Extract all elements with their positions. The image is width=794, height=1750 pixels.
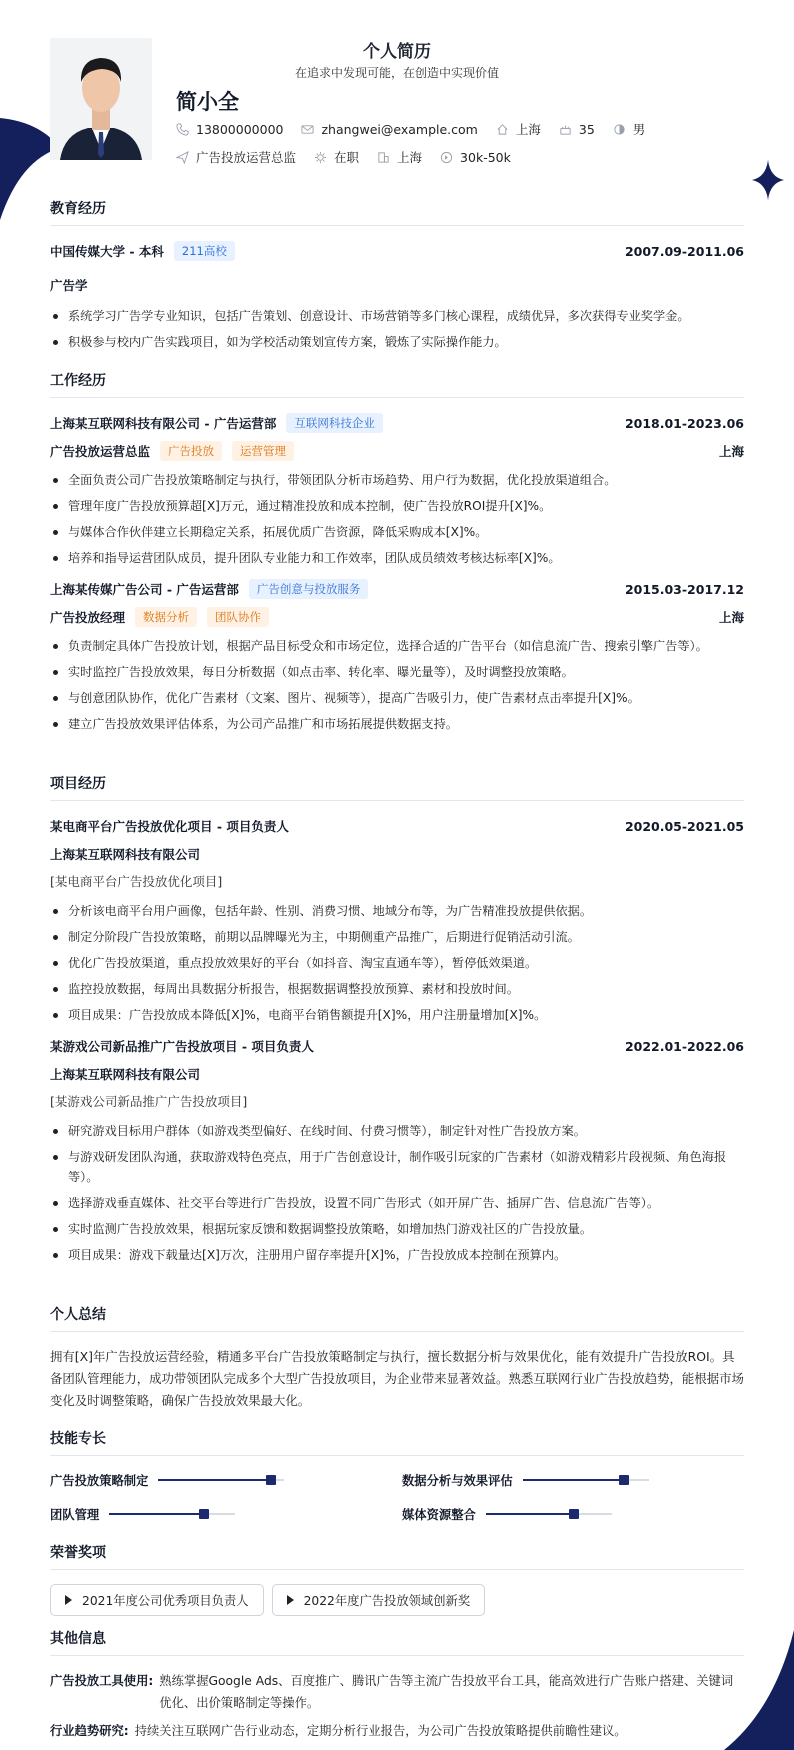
age-icon	[559, 123, 572, 136]
skill-fill	[486, 1513, 574, 1515]
resume-header	[0, 0, 794, 190]
skill-knob	[266, 1475, 276, 1485]
project-name: 某电商平台广告投放优化项目 - 项目负责人	[50, 819, 289, 834]
list-item: 管理年度广告投放预算超[X]万元，通过精准投放和成本控制，使广告投放ROI提升[X]%。	[50, 496, 744, 516]
other-text: 持续关注互联网广告行业动态，定期分析行业报告，为公司广告投放策略提供前瞻性建议。	[134, 1724, 627, 1738]
awards-section	[50, 1542, 744, 1616]
building-icon	[377, 151, 390, 164]
skill-knob	[199, 1509, 209, 1519]
triangle-icon	[287, 1595, 294, 1605]
company-tag: 互联网科技企业	[286, 413, 383, 433]
job-date: 2015.03-2017.12	[624, 581, 744, 597]
list-item: 与创意团队协作，优化广告素材（文案、图片、视频等），提高广告吸引力，使广告素材点击率提升[X]%。	[50, 688, 744, 708]
list-item: 实时监控广告投放效果，每日分析数据（如点击率、转化率、曝光量等），及时调整投放策略。	[50, 662, 744, 682]
job-bullets	[50, 636, 744, 734]
gender-info: 男	[613, 120, 646, 138]
summary-section	[50, 1304, 744, 1412]
section-title: 荣誉奖项	[50, 1542, 744, 1570]
project-date: 2020.05-2021.05	[624, 818, 744, 834]
education-entry-head	[50, 240, 744, 262]
project-desc: [某电商平台广告投放优化项目]	[50, 874, 223, 889]
section-title: 项目经历	[50, 773, 744, 801]
section-title: 技能专长	[50, 1428, 744, 1456]
role-tag: 运营管理	[232, 441, 294, 461]
awards-list	[50, 1584, 744, 1616]
skill-fill	[158, 1479, 271, 1481]
list-item: 积极参与校内广告实践项目，如为学校活动策划宣传方案，锻炼了实际操作能力。	[50, 332, 744, 352]
section-title: 教育经历	[50, 198, 744, 226]
other-label: 行业趋势研究:	[50, 1724, 129, 1738]
list-item: 项目成果：游戏下载量达[X]万次，注册用户留存率提升[X]%，广告投放成本控制在预算内。	[50, 1245, 744, 1265]
job-date: 2018.01-2023.06	[624, 415, 744, 431]
page-subtitle: 在追求中发现可能，在创造中实现价值	[294, 66, 499, 80]
status-icon	[314, 151, 327, 164]
list-item: 选择游戏垂直媒体、社交平台等进行广告投放，设置不同广告形式（如开屏广告、插屏广告、信息流广告等）。	[50, 1193, 744, 1213]
skill-item	[50, 1470, 284, 1490]
other-text: 熟练掌握Google Ads、百度推广、腾讯广告等主流广告投放平台工具，能高效进行广告账户搭建、关键词优化、出价策略制定等操作。	[159, 1674, 734, 1710]
job-bullets	[50, 470, 744, 568]
gender-icon	[613, 123, 626, 136]
award-item: 2021年度公司优秀项目负责人	[50, 1584, 264, 1616]
status-info: 在职	[314, 148, 359, 166]
list-item: 实时监测广告投放效果，根据玩家反馈和数据调整投放策略，如增加热门游戏社区的广告投放量。	[50, 1219, 744, 1239]
role-tag: 广告投放	[160, 441, 222, 461]
job-role: 广告投放经理	[50, 610, 126, 625]
school-tag: 211高校	[174, 241, 235, 261]
skill-name: 数据分析与效果评估	[402, 1474, 513, 1488]
section-title: 其他信息	[50, 1628, 744, 1656]
skill-name: 媒体资源整合	[402, 1508, 476, 1522]
list-item: 研究游戏目标用户群体（如游戏类型偏好、在线时间、付费习惯等），制定针对性广告投放方案。	[50, 1121, 744, 1141]
send-icon	[176, 151, 189, 164]
list-item: 系统学习广告学专业知识，包括广告策划、创意设计、市场营销等多门核心课程，成绩优异，多次获得专业奖学金。	[50, 306, 744, 326]
education-bullets	[50, 306, 744, 352]
skill-name: 团队管理	[50, 1508, 100, 1522]
company-name: 上海某传媒广告公司 - 广告运营部	[50, 582, 239, 597]
skill-name: 广告投放策略制定	[50, 1474, 149, 1488]
project-company: 上海某互联网科技有限公司	[50, 847, 201, 862]
skills-grid	[50, 1470, 744, 1540]
role-tag: 团队协作	[207, 607, 269, 627]
project-date: 2022.01-2022.06	[624, 1038, 744, 1054]
list-item: 优化广告投放渠道，重点投放效果好的平台（如抖音、淘宝直通车等），暂停低效渠道。	[50, 953, 744, 973]
phone-info: 13800000000	[176, 122, 283, 137]
projects-section	[50, 773, 744, 1271]
candidate-name: 简小全	[176, 90, 239, 114]
other-row	[50, 1670, 744, 1714]
list-item: 分析该电商平台用户画像，包括年龄、性别、消费习惯、地域分布等，为广告精准投放提供依据。	[50, 901, 744, 921]
summary-text: 拥有[X]年广告投放运营经验，精通多平台广告投放策略制定与执行，擅长数据分析与效果优化，能有效提升广告投放ROI。具备团队管理能力，成功带领团队完成多个大型广告投放项目，为企业带来显著效益。熟悉互联网行业广告投放趋势，能根据市场变化及时调整策略，确保广告投放效果最大化。	[50, 1349, 744, 1408]
phone-icon	[176, 123, 189, 136]
city-info: 上海	[496, 120, 541, 138]
skill-fill	[109, 1513, 204, 1515]
section-title: 工作经历	[50, 370, 744, 398]
page-title: 个人简历	[363, 42, 431, 62]
skills-section	[50, 1428, 744, 1540]
skill-bar	[486, 1513, 612, 1515]
project-entry	[50, 815, 744, 1025]
project-bullets	[50, 1121, 744, 1265]
skill-bar	[109, 1513, 235, 1515]
list-item: 与游戏研发团队沟通，获取游戏特色亮点，用于广告创意设计，制作吸引玩家的广告素材（如游戏精彩片段视频、角色海报等）。	[50, 1147, 744, 1187]
contact-row	[176, 120, 663, 138]
work-city-info: 上海	[377, 148, 422, 166]
skill-knob	[569, 1509, 579, 1519]
triangle-icon	[65, 1595, 72, 1605]
skill-knob	[619, 1475, 629, 1485]
education-date: 2007.09-2011.06	[624, 243, 744, 259]
job-entry	[50, 578, 744, 734]
job-location: 上海	[718, 444, 744, 459]
project-desc: [某游戏公司新品推广广告投放项目]	[50, 1094, 248, 1109]
education-section	[50, 198, 744, 358]
section-title: 个人总结	[50, 1304, 744, 1332]
list-item: 与媒体合作伙伴建立长期稳定关系，拓展优质广告资源，降低采购成本[X]%。	[50, 522, 744, 542]
job-intent-row	[176, 148, 529, 166]
company-tag: 广告创意与投放服务	[249, 579, 369, 599]
list-item: 制定分阶段广告投放策略，前期以品牌曝光为主，中期侧重产品推广，后期进行促销活动引流。	[50, 927, 744, 947]
job-location: 上海	[718, 610, 744, 625]
role-tag: 数据分析	[135, 607, 197, 627]
other-section	[50, 1628, 744, 1748]
list-item: 项目成果：广告投放成本降低[X]%，电商平台销售额提升[X]%，用户注册量增加[X]%。	[50, 1005, 744, 1025]
company-name: 上海某互联网科技有限公司 - 广告运营部	[50, 416, 277, 431]
skill-bar	[158, 1479, 284, 1481]
school-name: 中国传媒大学 - 本科	[50, 244, 164, 259]
project-name: 某游戏公司新品推广广告投放项目 - 项目负责人	[50, 1039, 314, 1054]
list-item: 监控投放数据，每周出具数据分析报告，根据数据调整投放预算、素材和投放时间。	[50, 979, 744, 999]
job-entry	[50, 412, 744, 568]
skill-item	[402, 1504, 612, 1524]
age-info: 35	[559, 122, 595, 137]
skill-fill	[523, 1479, 624, 1481]
salary-icon	[440, 151, 453, 164]
other-row	[50, 1720, 744, 1742]
home-icon	[496, 123, 509, 136]
major: 广告学	[50, 278, 88, 293]
skill-item	[50, 1504, 235, 1524]
award-item: 2022年度广告投放领域创新奖	[272, 1584, 486, 1616]
list-item: 建立广告投放效果评估体系，为公司产品推广和市场拓展提供数据支持。	[50, 714, 744, 734]
project-entry	[50, 1035, 744, 1265]
skill-item	[402, 1470, 649, 1490]
job-role: 广告投放运营总监	[50, 444, 151, 459]
list-item: 培养和指导运营团队成员，提升团队专业能力和工作效率，团队成员绩效考核达标率[X]%。	[50, 548, 744, 568]
project-company: 上海某互联网科技有限公司	[50, 1067, 201, 1082]
salary-info: 30k-50k	[440, 150, 511, 165]
other-label: 广告投放工具使用:	[50, 1674, 154, 1688]
email-info: zhangwei@example.com	[301, 122, 477, 137]
list-item: 负责制定具体广告投放计划，根据产品目标受众和市场定位，选择合适的广告平台（如信息流广告、搜索引擎广告等）。	[50, 636, 744, 656]
mail-icon	[301, 123, 314, 136]
position-info: 广告投放运营总监	[176, 148, 296, 166]
list-item: 全面负责公司广告投放策略制定与执行，带领团队分析市场趋势、用户行为数据，优化投放渠道组合。	[50, 470, 744, 490]
project-bullets	[50, 901, 744, 1025]
work-section	[50, 370, 744, 740]
skill-bar	[523, 1479, 649, 1481]
